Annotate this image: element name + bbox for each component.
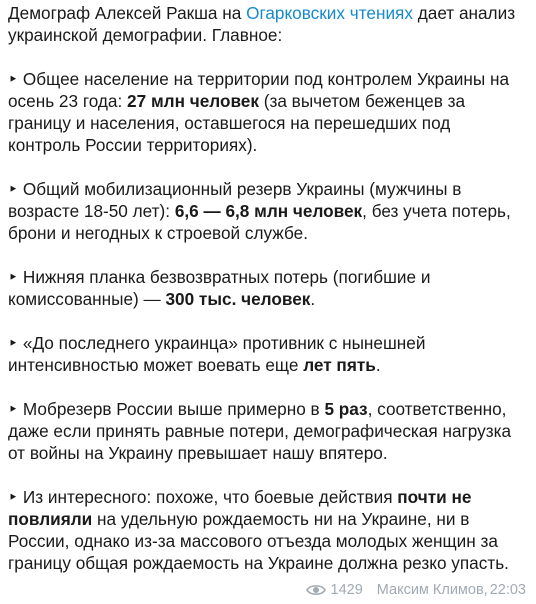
bullet-population bbox=[8, 68, 522, 156]
bullet-bold: 5 раз bbox=[324, 399, 368, 419]
bullet-bold: лет пять bbox=[303, 355, 376, 375]
message-meta bbox=[306, 580, 527, 600]
bullet-text: . bbox=[375, 355, 381, 375]
bullet-text: , без учета потерь, брони и негодных к строевой службе. bbox=[8, 201, 511, 243]
message-intro bbox=[8, 2, 522, 46]
bullet-text: ‣ Из интересного: похоже, что боевые действия bbox=[8, 487, 398, 507]
bullet-text: на удельную рождаемость ни на Украине, ни в России, однако из-за массового отъезда молодых женщин за границу общая рождаемость на Украине должна резко упасть. bbox=[8, 509, 509, 573]
bullet-bold: 27 млн человек bbox=[127, 91, 259, 111]
bullet-russia-reserve bbox=[8, 398, 522, 464]
bullet-text: ‣ Общий мобилизационный резерв Украины (мужчины в возрасте 18-50 лет): bbox=[8, 179, 462, 221]
bullet-losses bbox=[8, 266, 522, 310]
bullet-text: (за вычетом беженцев за границу и населения, оставшегося на перешедших под контроль России территориях). bbox=[8, 91, 466, 155]
bullet-text: ‣ Общее население на территории под контролем Украины на осень 23 года: bbox=[8, 69, 510, 111]
ogarkov-readings-link[interactable]: Огарковских чтениях bbox=[246, 3, 413, 23]
eye-icon bbox=[306, 583, 326, 597]
post-author: Максим Климов, bbox=[376, 582, 488, 598]
view-count: 1429 bbox=[330, 582, 363, 598]
intro-text: Демограф Алексей Ракша на bbox=[8, 3, 247, 23]
bullet-text: . bbox=[310, 289, 316, 309]
post-time: 22:03 bbox=[489, 582, 526, 598]
bullet-text: , соответственно, даже если принять равные потери, демографическая нагрузка от войны на Украину превышает нашу впятеро. bbox=[8, 399, 512, 463]
bullet-bold: 300 тыс. человек bbox=[165, 289, 311, 309]
bullet-text: ‣ «До последнего украинца» противник с нынешней интенсивностью может воевать еще bbox=[8, 333, 426, 375]
bullet-war-duration bbox=[8, 332, 522, 376]
bullet-mobilization-reserve bbox=[8, 178, 522, 244]
bullet-birth-rate bbox=[8, 486, 522, 574]
bullet-bold: почти не повлияли bbox=[8, 487, 472, 529]
intro-text-end: дает анализ украинской демографии. Главное: bbox=[8, 3, 516, 45]
bullet-bold: 6,6 — 6,8 млн человек bbox=[174, 201, 363, 221]
bullet-text: ‣ Мобрезерв России выше примерно в bbox=[8, 399, 325, 419]
bullet-text: ‣ Нижняя планка безвозвратных потерь (погибшие и комиссованные) — bbox=[8, 267, 431, 309]
